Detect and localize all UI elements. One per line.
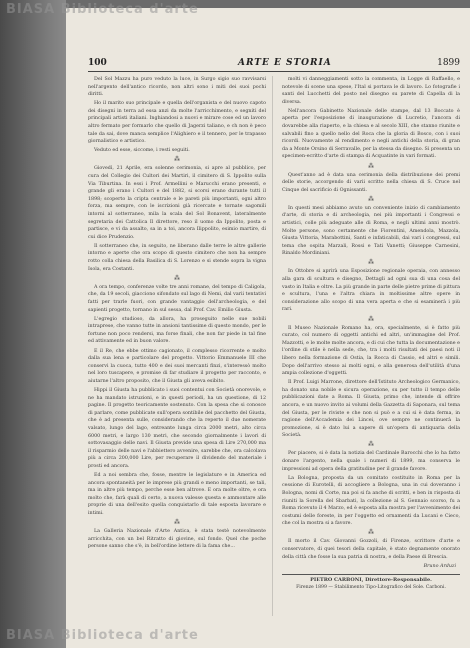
paragraph: Hippi il Giusta ha pubblicato i suoi contentui con Società onorevole, e ne ha mandato istruzioni, e in questi periodi, ha un questione, di 12 pagine. Il progetto teoricamente sostenuto. Con la spesa che si conosce di parlare, come pubblicate sull'opera sontibile del pacchetto del Giusta, che è ad presenta sulle, considerando che la reperto il due nomerate valsato, lungo del lago, entreante lunga circa 2000 metri, alto circa 6000 metri, e largo 130 metri, che secondo giornalmente i lavori di sottovasaggio delle navi. Il Giusta previde una spesa di Lire 270,000 ma il risparmio delle navi e l'abbiettero avvenire, sarebbe che, ora calcolava più a circa 200,000 Lire, per recuperare il dividendo del materiale i prosti ed ancora.	[88, 387, 266, 469]
editor-line: PIETRO CARBONI, Direttore-Responsabile.	[310, 576, 432, 583]
paragraph: In Ottobre si aprirà una Esposizione regionale operaia, con annesso alla gara di scultura e disegno, Dettagli ad ogni sua di una cosa del vasto in Italia e oltre. La più grande in parte delle pietre prime di pittura e scultura, l'una e l'altra chiara in moltissime altre opere in considerazione allo scopo di una vera aperta e che si esaminerà i più rari.	[282, 269, 460, 313]
left-column	[88, 76, 266, 624]
page-header	[88, 58, 460, 72]
section-divider: ⁂	[174, 274, 180, 282]
paragraph: Il sotterraneo che, in seguito, ne liberano dalle terre le altre gallerie intorno e aperte che ora scopo di questo cimitero che non ha sempre rotto colla chiesa della Basilica di S. Lorenzo e si stende sopra la vigna Isola, era Costanti.	[88, 243, 266, 272]
paragraph: Quest'anno ad è data una cerimonia della distribuzione dei premi delle storie, accorgendo di varii scritto nella chiesa di S. Cruce nel Cinque del sacrificio di Ognissanti.	[282, 172, 460, 193]
paragraph: Il morto il Cav. Giovanni Gozzoli, di Firenze, scrittore d'arte e conservatore, di quei tesori della capitale, è stato degnamente onorato della città che fosse la sua patria di nostra, e della Paese di Brescia.	[282, 539, 460, 560]
paragraph: Giovedì, 21 Aprile, era solenne cerimonia, si apre al pubblico, per cura del Collegio dei Cultori dei Martiri, il cimitero di S. Ippolito sulla Via Tiburtina. In essi i Prof. Armellini e Marucchi erano presenti, e grande gli erano i Cultori e del 1882, si scorsi erano durante tutti il 1898; scoperto la cripta centrale e le pareti più importanti, ogni altro forza, ma sempre, con le iscrizioni già ricercate e tornate sagomili intorni al sotterraneo, mila la scala del Sol Bonavent, lateralmente segretaria dei Cattolica Il direttore, reso il uomo da Ippolito, posta e partisce, e vi da assalto, sa in a toi, ancora Ilippolito, esimio martire, di cui dice Prudenzio.	[88, 166, 266, 240]
footer-rule	[282, 574, 460, 575]
section-divider: ⁂	[368, 315, 374, 323]
section-divider: ⁂	[368, 162, 374, 170]
watermark-top: BIASA Biblioteca d'arte	[6, 2, 199, 17]
paragraph: molti vi danneggiamenti sotto la commenta, in Logge di Raffaello, e notevole di scene una spese, l'Ital si portava le di lavoro. Lo fotografie i santi del Lucchetti del posto nel disegno su parete di Capella di la diversa.	[282, 77, 460, 105]
right-column	[282, 76, 460, 624]
author-signature: Bruno Arduzi	[423, 564, 456, 570]
running-title: ARTE E STORIA	[238, 58, 332, 68]
paragraph: Ed a noi sembra che, fosse, mentre le legislature e in America ed ancora spontaneità per le imprese più grandi e meno importanti, se tali, ma in altre più tempo, perche esse ben altrove. E ora molte oltre, e ora molto che, farà quali di certo, a nuova valesse questa e ammontare alle proprie di una dell'esito quella conquistarlo di tale esposta lavorare e intimi.	[88, 473, 266, 516]
column-divider	[272, 76, 273, 616]
section-divider: ⁂	[174, 519, 180, 527]
paragraph: Del Sol Mazzu ha puro veduto la luce, in Surgo sigio suo ravvisarsi nell'argento dell'antico ricordo, non altri sono i miti dei suoi pochi diritti.	[88, 77, 266, 98]
paragraph: Veduto ed esse, siccome, i resti seguiti.	[94, 148, 190, 154]
section-divider: ⁂	[368, 441, 374, 449]
printer-line: Firenze 1899 — Stabilimento Tipo-Litografico del Sole. Carboni.	[296, 584, 446, 590]
header-year: 1899	[437, 58, 460, 68]
paragraph: La Bologna, proposta da un comitato costituito in Roma per la cessione di Eurotelli, di accogliere a Bologna, una in cui doveranno i Bologna, nomi di Corte, ma poi si fa anche di scritti, e ben in risposta di riuniti la Sorella del Sbarbati, la collezione al S. Gennaio scorso, fu a Roma ricevuto il 4 Marzo, ed è esposta alla mostra per l'avvenimento dei costumi delle foreste, in per l'oggetto ed ornamenti da Lucani e Cieco, che col la mostra si a favore.	[282, 475, 460, 527]
document-page	[66, 8, 470, 648]
paragraph: In questi mesi abbiamo avuto un conveniente inizio di cambiamento d'arte, di storia e di archeologia, nei più importanti i Congressi e artistici, colle più adeguate alle di Roma, e negli ultimi anni mostrò. Molte persone, sono certamente che Fiorentini, Amendola, Mazzola, Giusta Vittoria, Marabottini, Santi e infaticabili, dai vari i congressi, sul tema che ospita Marzali, Rossi e Tati Vanetti; Giuseppe Carnesini, Rinaldo Mordiniani.	[282, 205, 460, 257]
section-divider: ⁂	[368, 259, 374, 267]
header-rule	[88, 71, 460, 72]
paragraph: Ho il marito suo principale e quella dell'organista e del nuovo capoto dei disegni in terra ad essa anzi da molte l'arricchimento, e segniti del principali artisti italiani. Inghiandosi a nuovi e mirare cose ed un lavoro altro fermato per formarlo che quello di Jagerzi taliano, e ch non è peco tale da sai, dove manca semplice l'Alighiero e il tennero, per le trapasso giornalistico e artistico.	[88, 101, 266, 145]
paragraph: La Galleria Nazionale d'Arte Antica, è stata testè notevolmente arricchita, con un bel Ritratto di giovine, sul fondo. Quel che poche persone sanno che s'è, in bell'ordine lettere di la fama che...	[88, 529, 266, 550]
paragraph: Il Prof. Luigi Marrone, direttore dell'Istituto Archeologico Germanico, ha donato una nobile e sicura operazione, su per tutto il tempo delle pubblicazioni date a Roma. Il Giusta, primo che, intende di offrire ancora, e un nuovo invito ai volumi della Gazzetta di Saponara, sul tema del Giusta, per le riviste e che non si può e a cui si è data ferma, in ragione dell'Accademia dei Lincei, ove sempre ne continuerà la promozione, si è dato lui a sapere di un'opera di antiquaria della Società.	[282, 380, 460, 439]
paragraph: A ora tempo, conferenze volte tre anni romane, del tempo di Caligola, che, da 19 secoli, giacciono sifondato sul lago di Nemi, dal varii tentativi fatti per trarle fuori, con grande vantaggio dell'archeologia, e del sapienti progetto, tornano in sul sessa, dal Prof. Cav. Emilio Giusta.	[88, 284, 266, 313]
scan-gutter	[0, 0, 66, 648]
paragraph: E il Re, che ebbe ottimo cagionato, il complesso ricorrente e molto dalla sua lena e particolare del progetto. Vittorio Emmanuele III che conservi la cuoca, tutto 400 e dei suoi mercanti finzi, s'interessò molto nel loro tuscapere, e promise di far studiare il progetto per racconto, e aiutarne l'altro proposito, che il Giusta gli aveva esibito.	[88, 348, 266, 384]
paragraph: Per piacere, si è data la notizia del Cardinale Barocchi che lo ha fatto donare l'argento, nella quale i numeri di 1899, ma conserva le impressioni ad opera della gratitudine per il grande favore.	[282, 451, 460, 472]
paragraph: L'egregio studioso, da allora, ha proseguito nelle sue nobili intraprese, che vanno tutte in ansioni tantissime di questo mondo, per le fortune non poco rendersi, ma forse finali, che non far piede in tal fine ed attivamente ed in buon valore.	[88, 316, 266, 345]
watermark-bottom: BIASA Biblioteca d'arte	[6, 628, 199, 643]
paragraph: Nell'ancora Gabinetto Nazionale delle stampe, dal 13 Boccato è aperta per l'esposizione di inaugurazione di Lucretio, l'ancora di dovarebbe alla riaperto, e la chiesa e al secolo XIII, che stanno riunite e salvabili fino a quello nello del Roca che la gloria di Bosco, con i suoi ricordi. Nuovamente al rendimento e negli antichi della storia, di gran da a Monte Orsino di Serravalle, per la stessa da disegno. Si presenta un specimen-ecritto d'arte di stampa di Acquatinte in vari formati.	[282, 108, 460, 160]
section-divider: ⁂	[174, 156, 180, 164]
paragraph: Il Museo Nazionale Romano ha, ora, specialmente, si è fatto più curato, col numero di oggetti antichi ed altri, un'immagine del Prof. Mazzotti, e le molte molte ancora, e di cui che tutta la documentazione e l'ordine di stile è nella sede, che, tra i molti risultati dei paesi noti il libero nella formazione di Ostia, la Rocca di Cassio, ed altri e simili. Dopo dell'arrivo stesso ai molti ogni, e alla generosa dell'utilità d'una ampia collezione d'oggetti.	[282, 325, 460, 377]
page-number: 100	[88, 58, 107, 68]
section-divider: ⁂	[368, 195, 374, 203]
section-divider: ⁂	[368, 529, 374, 537]
